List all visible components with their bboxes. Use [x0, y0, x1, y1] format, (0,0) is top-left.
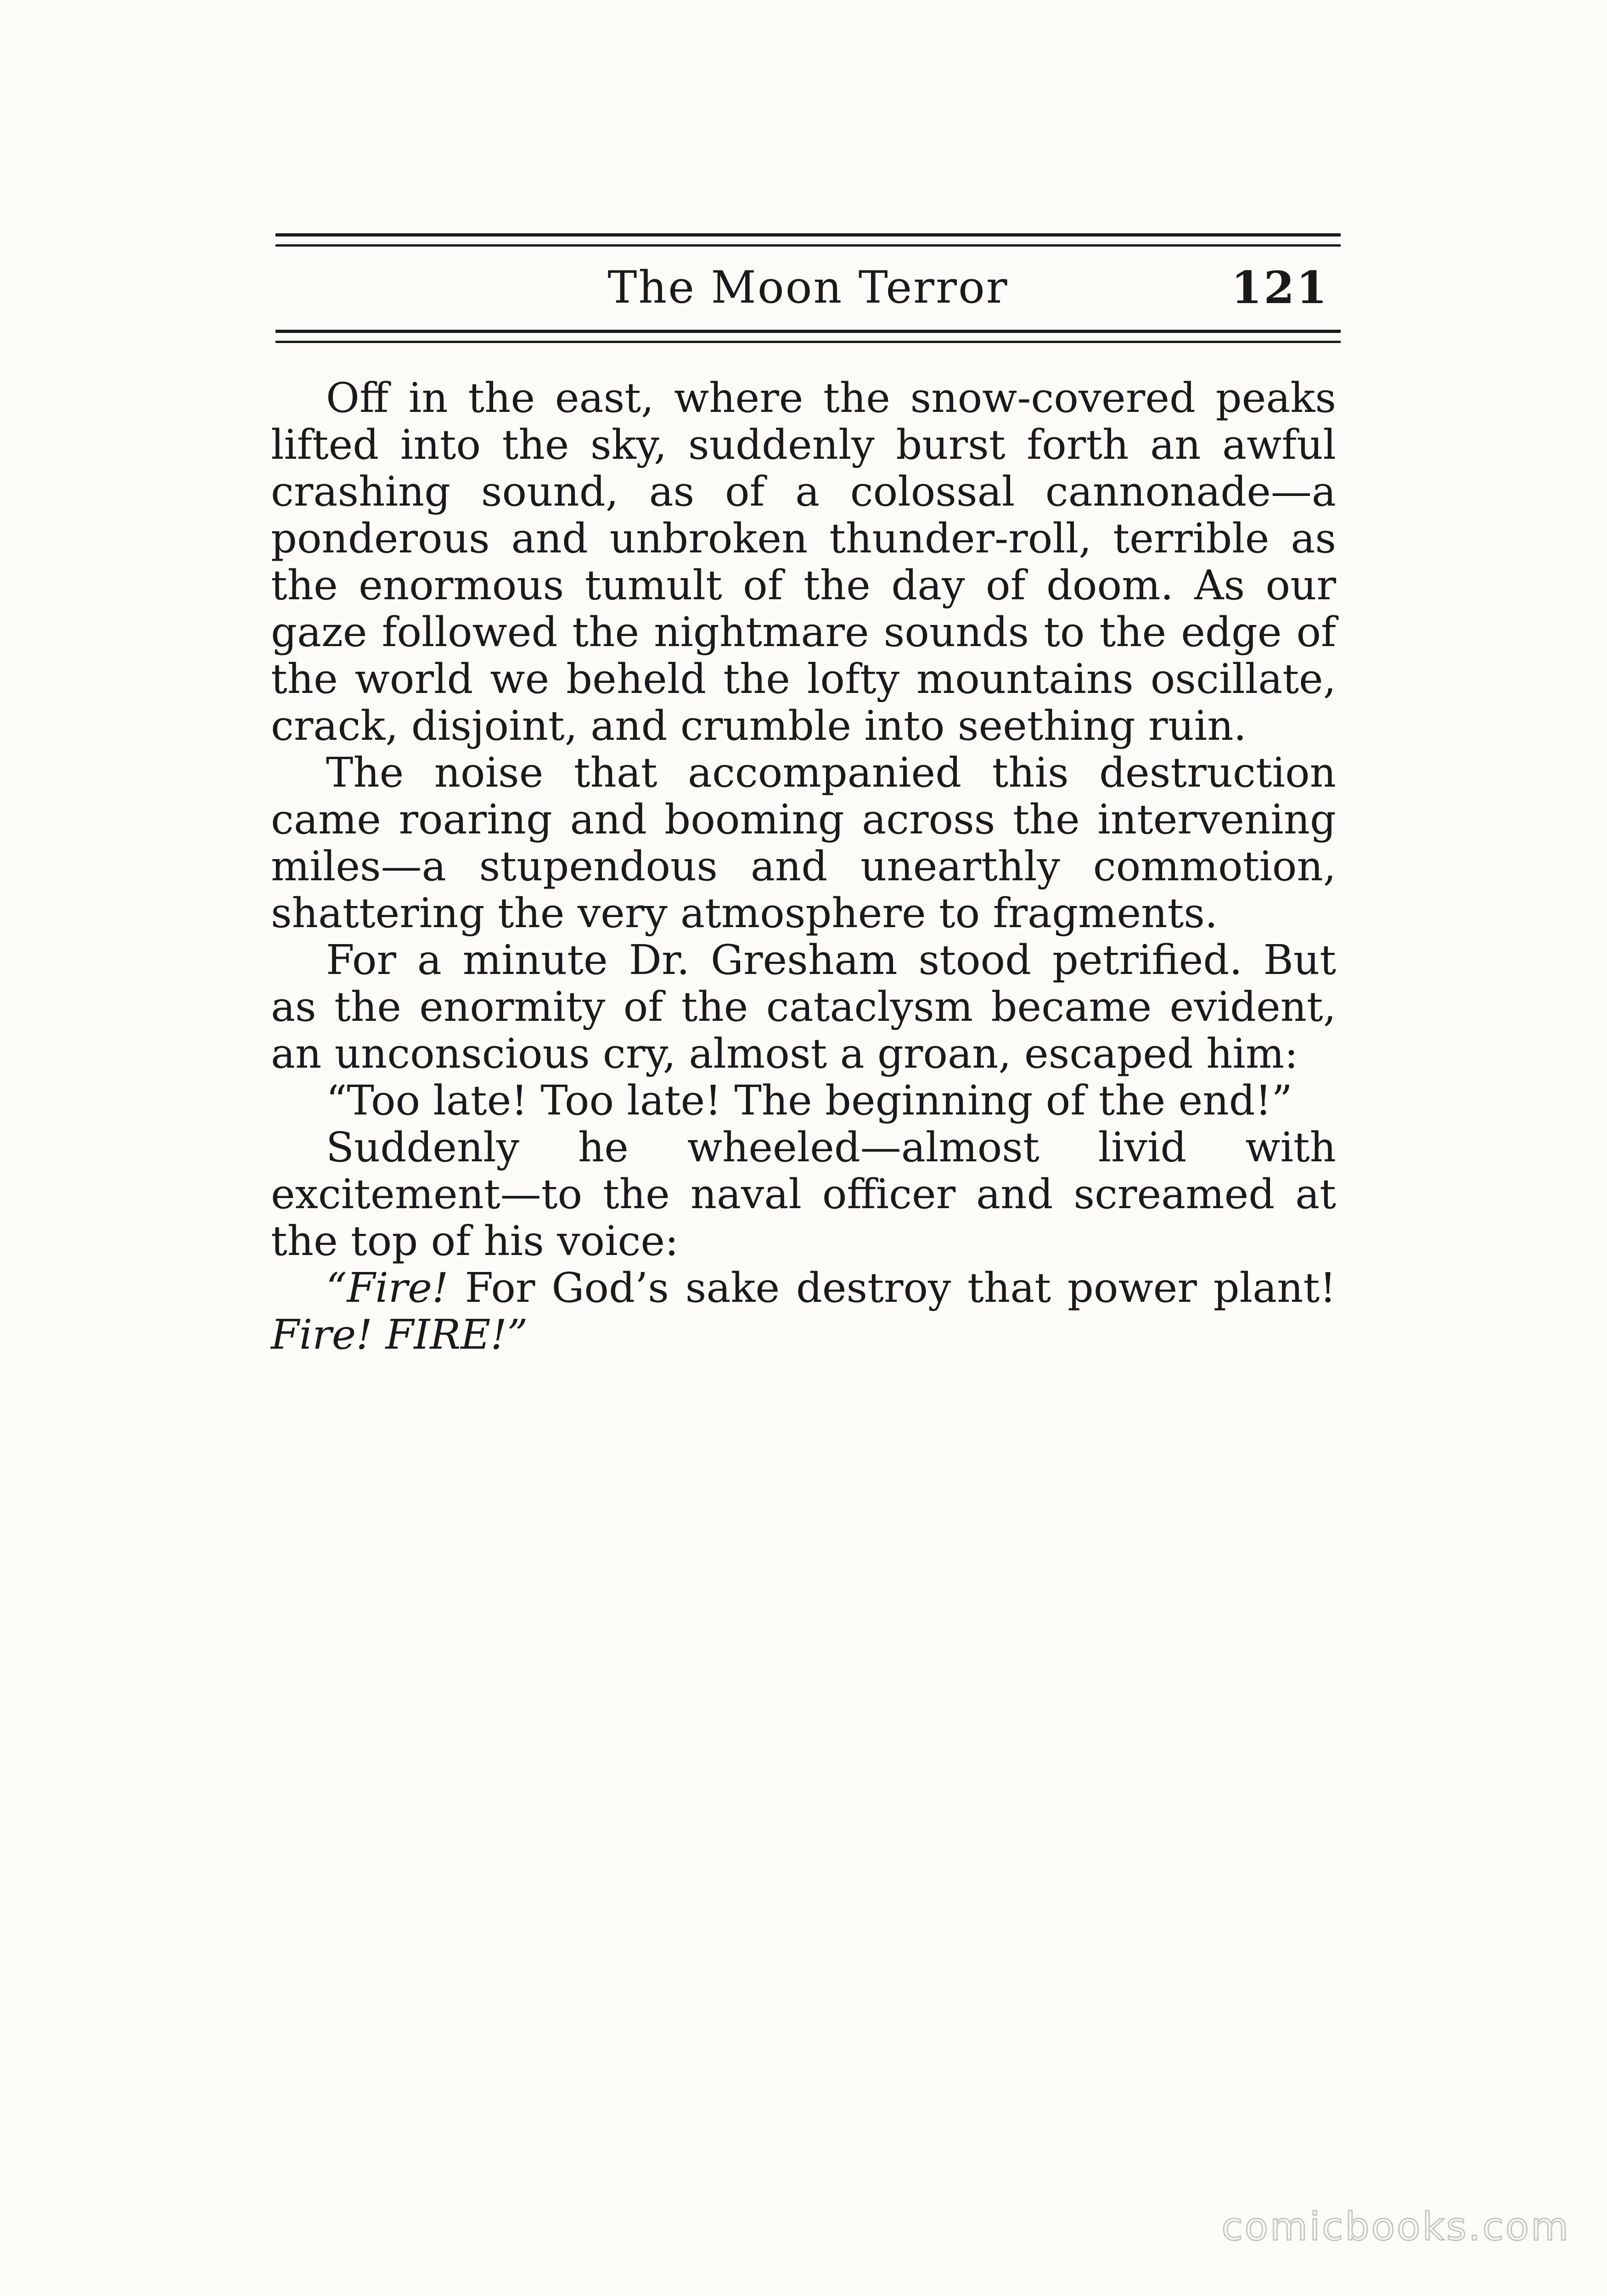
header-rule-top-2	[275, 244, 1341, 247]
fire-italic-2: Fire!	[271, 1311, 373, 1358]
running-head	[275, 257, 1341, 321]
watermark: comicbooks.com	[1221, 2204, 1570, 2249]
paragraph-6-space	[372, 1311, 385, 1358]
fire-italic-1: “Fire!	[326, 1264, 449, 1311]
header-rule-top-1	[275, 233, 1341, 236]
header-rule-bottom-2	[275, 341, 1341, 343]
paragraph-1: Off in the east, where the snow-covered peaks lifted into the sky, suddenly burst forth an awful crashing sound, as of a colossal cannonade—a ponderous and unbroken thunder-roll, terrible as the enormous tumult of the day of doom. As our gaze followed the nightmare sounds to the edge of the world we beheld the lofty mountains oscillate, crack, disjoint, and crumble into seething ruin.	[271, 374, 1336, 749]
body-text	[271, 374, 1336, 1358]
page-number: 121	[1231, 262, 1329, 314]
paragraph-6	[271, 1264, 1336, 1358]
running-title: The Moon Terror	[607, 262, 1009, 313]
paragraph-3: For a minute Dr. Gresham stood petrified. But as the enormity of the cataclysm became evident, an unconscious cry, almost a groan, escaped him:	[271, 936, 1336, 1077]
paragraph-2: The noise that accompanied this destruction came roaring and booming across the intervening miles—a stupendous and unearthly commotion, shattering the very atmosphere to fragments.	[271, 748, 1336, 937]
paragraph-5: Suddenly he wheeled—almost livid with excitement—to the naval officer and screamed at the top of his voice:	[271, 1123, 1336, 1265]
paragraph-6-middle: For God’s sake destroy that power plant!	[448, 1264, 1336, 1311]
header-rule-bottom-1	[275, 330, 1341, 333]
fire-italic-3: FIRE!”	[385, 1311, 528, 1358]
paragraph-4: “Too late! Too late! The beginning of the end!”	[326, 1076, 1292, 1124]
